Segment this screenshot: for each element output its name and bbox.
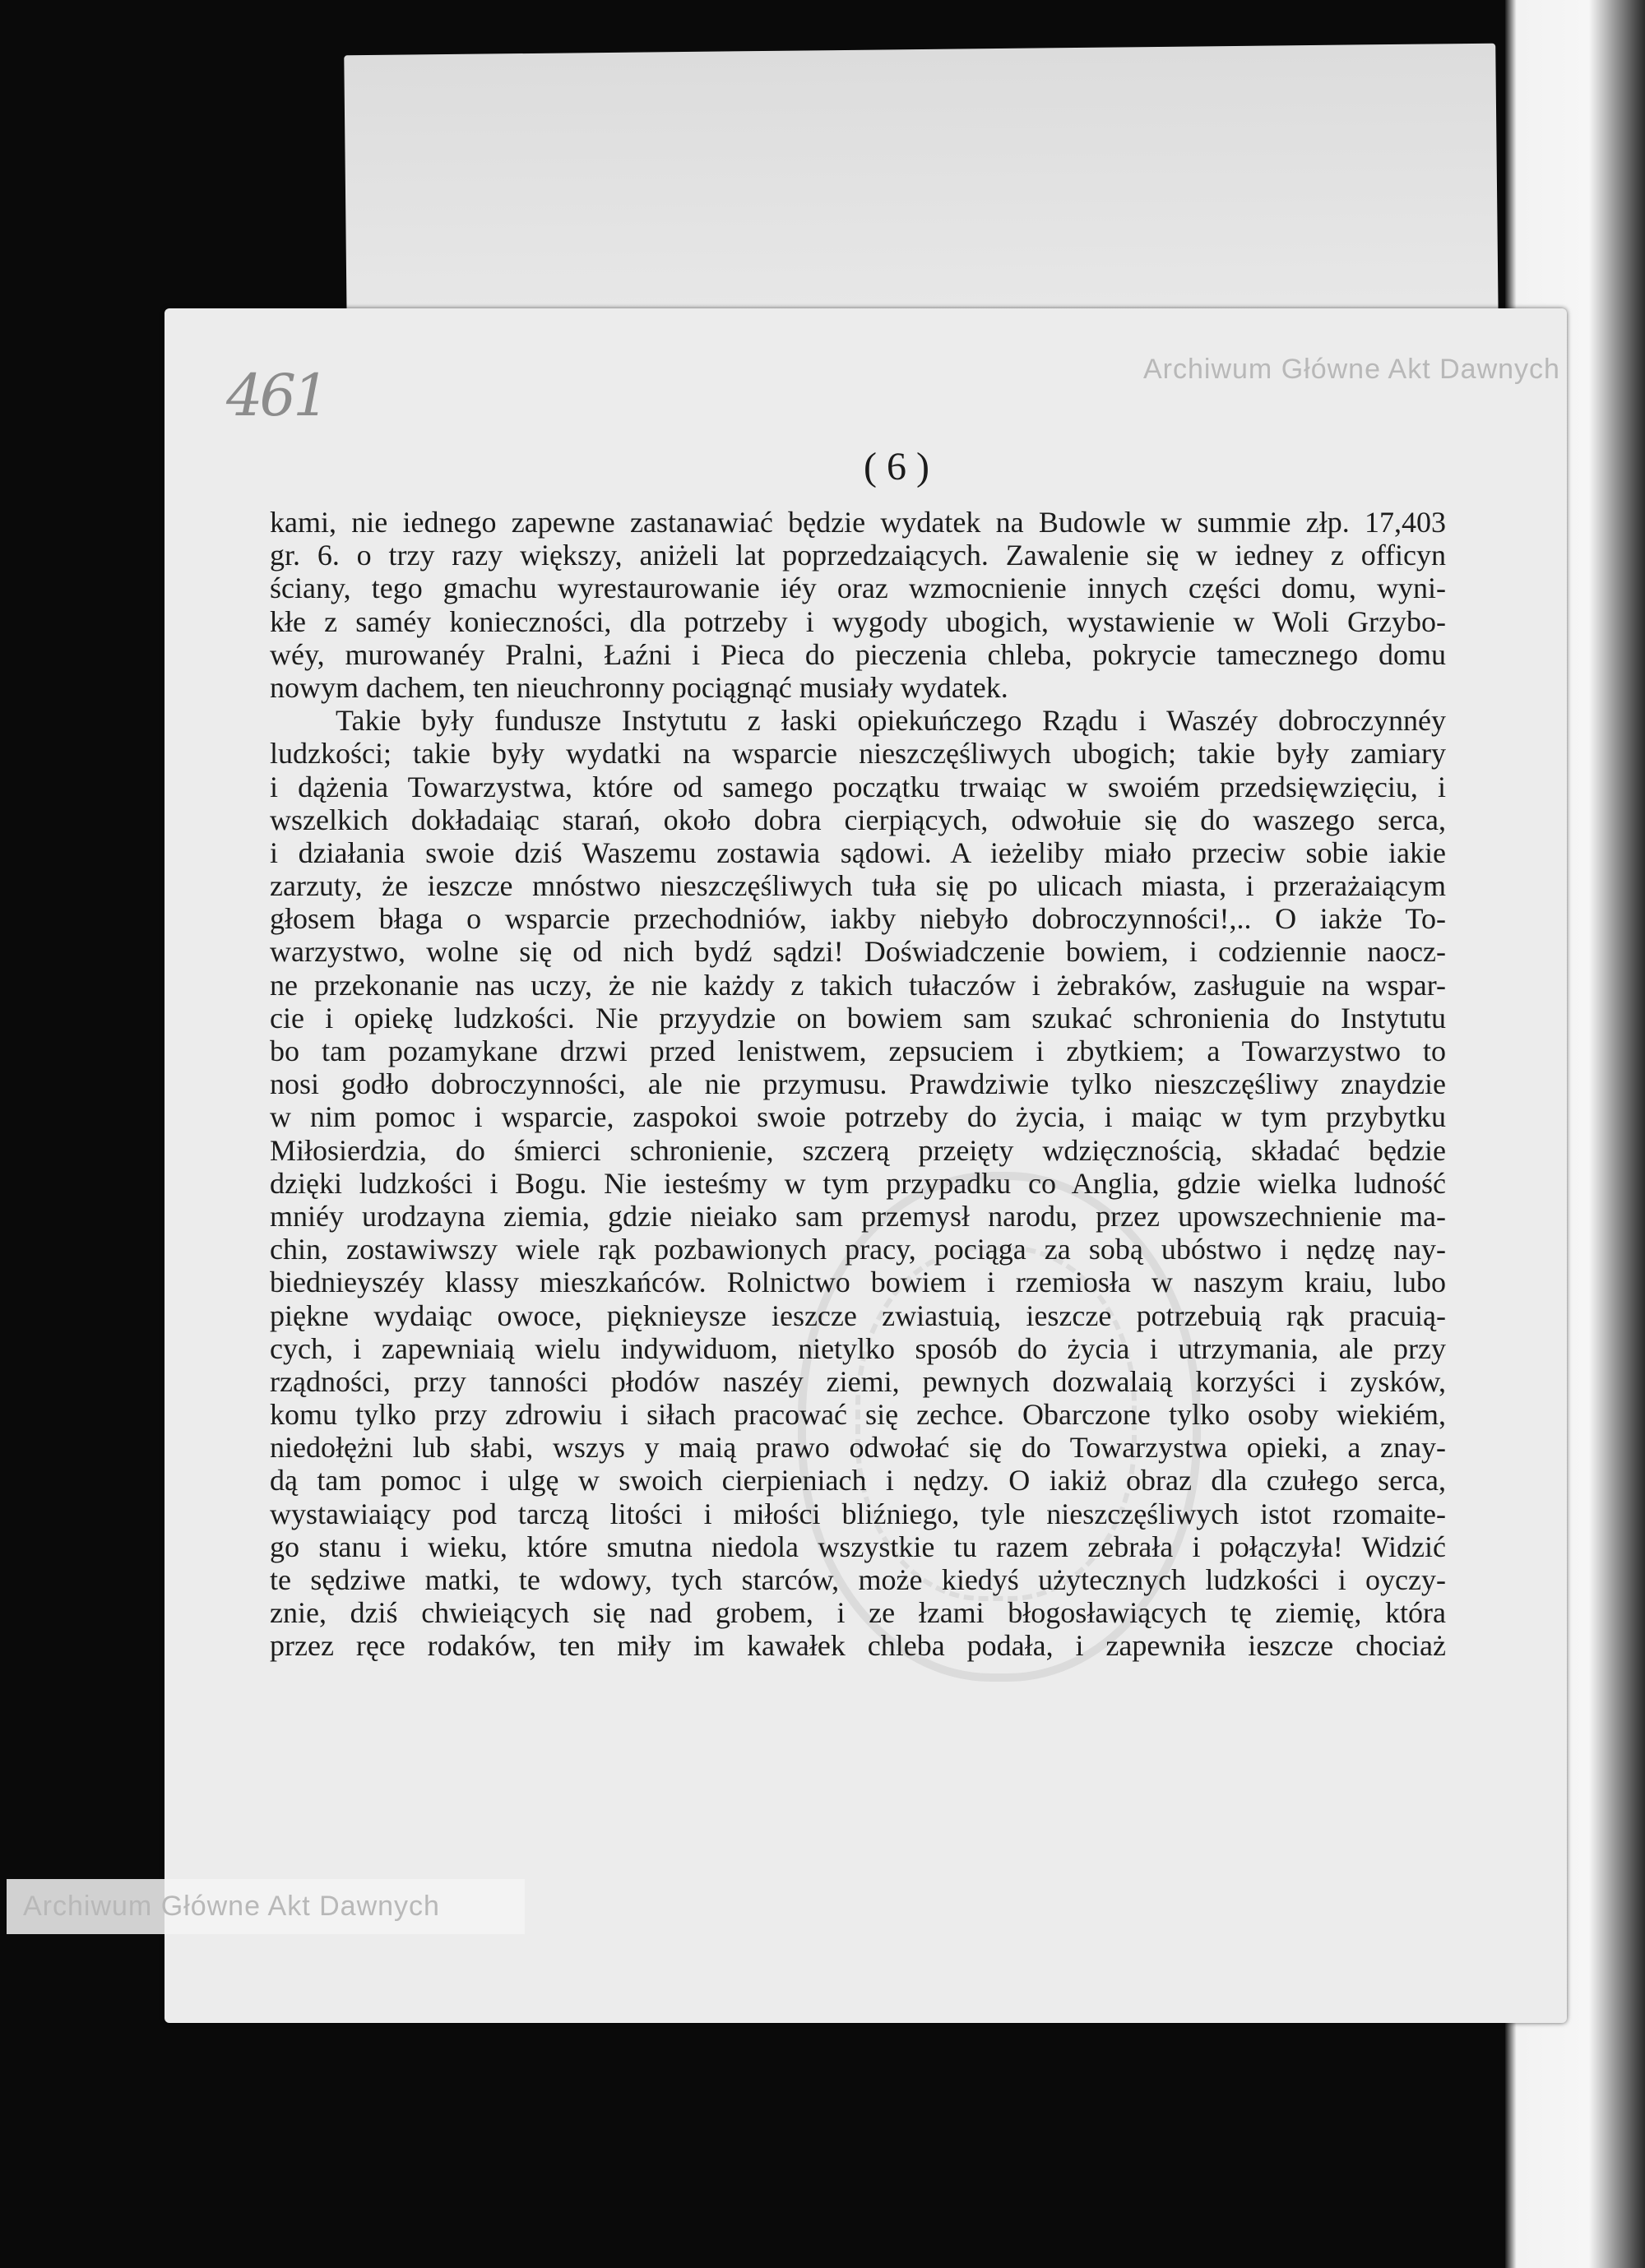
text-line: przez ręce rodaków, ten miły im kawałek chleba podała, i zapewniła ieszcze chociaż (270, 1629, 1446, 1663)
text-line: kłe z saméy konieczności, dla potrzeby i wygody ubogich, wystawienie w Woli Grzybo- (270, 604, 1446, 638)
text-line: ściany, tego gmachu wyrestaurowanie iéy oraz wzmocnienie innych części domu, wyni- (270, 572, 1446, 605)
archive-watermark-top: Archiwum Główne Akt Dawnych (1143, 354, 1560, 385)
text-line: dą tam pomoc i ulgę w swoich cierpieniach i nędzy. O iakiż obraz dla czułego serca, (270, 1464, 1446, 1497)
text-line: mniéy urodzayna ziemia, gdzie nieiako sam przemysł narodu, przez upowszechnienie ma- (270, 1199, 1446, 1233)
paragraph-1 (270, 506, 1446, 704)
text-line: w nim pomoc i wsparcie, zaspokoi swoie potrzeby do życia, i maiąc w tym przybytku (270, 1100, 1446, 1134)
page-number: ( 6 ) (864, 445, 929, 488)
text-line: zarzuty, że ieszcze mnóstwo nieszczęśliwych tuła się po ulicach miasta, i przerażaiącym (270, 869, 1446, 903)
text-line: piękne wydaiąc owoce, pięknieysze ieszcze zwiastuią, ieszcze potrzebuią rąk pracuią- (270, 1298, 1446, 1332)
text-line: i dążenia Towarzystwa, które od samego początku trwaiąc w swoiém przedsięwzięciu, i (270, 770, 1446, 803)
text-line: gr. 6. o trzy razy większy, aniżeli lat poprzedzaiących. Zawalenie się w iedney z officyn (270, 539, 1446, 572)
text-line: głosem błaga o wsparcie przechodniów, iakby niebyło dobroczynności!,.. O iakże To- (270, 902, 1446, 936)
body-text (270, 506, 1446, 1663)
text-line: wéy, murowanéy Pralni, Łaźni i Pieca do pieczenia chleba, pokrycie tamecznego domu (270, 637, 1446, 671)
text-line: kami, nie iednego zapewne zastanawiać będzie wydatek na Budowle w summie złp. 17,403 (270, 506, 1446, 539)
text-line: biednieyszéy klassy mieszkańców. Rolnictwo bowiem i rzemiosła w naszym kraiu, lubo (270, 1266, 1446, 1299)
text-line: ne przekonanie nas uczy, że nie każdy z takich tułaczów i żebraków, zasługuie na wspar- (270, 968, 1446, 1002)
text-line: cie i opiekę ludzkości. Nie przyydzie on bowiem sam szukać schronienia do Instytutu (270, 1001, 1446, 1034)
text-line: cych, i zapewniaią wielu indywiduom, nietylko sposób do życia i utrzymania, ale przy (270, 1331, 1446, 1365)
text-line: chin, zostawiwszy wiele rąk pozbawionych pracy, pociąga za sobą ubóstwo i nędzę nay- (270, 1233, 1446, 1266)
back-page-edge (344, 44, 1498, 336)
handwritten-folio-number: 461 (226, 362, 327, 429)
text-line: Miłosierdzia, do śmierci schronienie, szczerą przeięty wdzięcznością, składać będzie (270, 1133, 1446, 1167)
paragraph-2 (270, 704, 1446, 1662)
text-line: komu tylko przy zdrowiu i siłach pracować się zechce. Obarczone tylko osoby wiekiém, (270, 1398, 1446, 1432)
text-line: warzystwo, wolne się od nich bydź sądzi! Doświadczenie bowiem, i codziennie naocz- (270, 935, 1446, 969)
text-line: go stanu i wieku, które smutna niedola wszystkie tu razem zebrała i połączyła! Widzić (270, 1530, 1446, 1563)
text-line: te sędziwe matki, te wdowy, tych starców, może kiedyś użytecznych ludzkości i oyczy- (270, 1563, 1446, 1596)
text-line: nosi godło dobroczynności, ale nie przymusu. Prawdziwie tylko nieszczęśliwy znaydzie (270, 1067, 1446, 1101)
text-line: Takie były fundusze Instytutu z łaski opiekuńczego Rządu i Waszéy dobroczynnéy (336, 704, 1446, 738)
text-line: nowym dachem, ten nieuchronny pociągnąć musiały wydatek. (270, 670, 1008, 704)
text-line: dzięki ludzkości i Bogu. Nie iesteśmy w tym przypadku co Anglia, gdzie wielka ludność (270, 1166, 1446, 1200)
text-line: i działania swoie dziś Waszemu zostawia sądowi. A ieżeliby miało przeciw sobie iakie (270, 835, 1446, 869)
text-line: wszelkich dokładaiąc starań, około dobra cierpiących, odwołuie się do waszego serca, (270, 803, 1446, 836)
text-line: ludzkości; takie były wydatki na wsparcie nieszczęśliwych ubogich; takie były zamiary (270, 737, 1446, 771)
text-line: bo tam pozamykane drzwi przed lenistwem, zepsuciem i zbytkiem; a Towarzystwo to (270, 1034, 1446, 1067)
text-line: wystawiaiący pod tarczą litości i miłości bliźniego, tyle nieszczęśliwych istot rzomaite- (270, 1497, 1446, 1530)
text-line: niedołężni lub słabi, wszys y maią prawo odwołać się do Towarzystwa opieki, a znay- (270, 1431, 1446, 1465)
archive-watermark-bottom: Archiwum Główne Akt Dawnych (7, 1879, 525, 1934)
text-line: rządności, przy tanności płodów naszéy ziemi, pewnych dozwalaią korzyści i zysków, (270, 1364, 1446, 1398)
text-line: znie, dziś chwieiących się nad grobem, i ze łzami błogosławiących tę ziemię, która (270, 1596, 1446, 1630)
